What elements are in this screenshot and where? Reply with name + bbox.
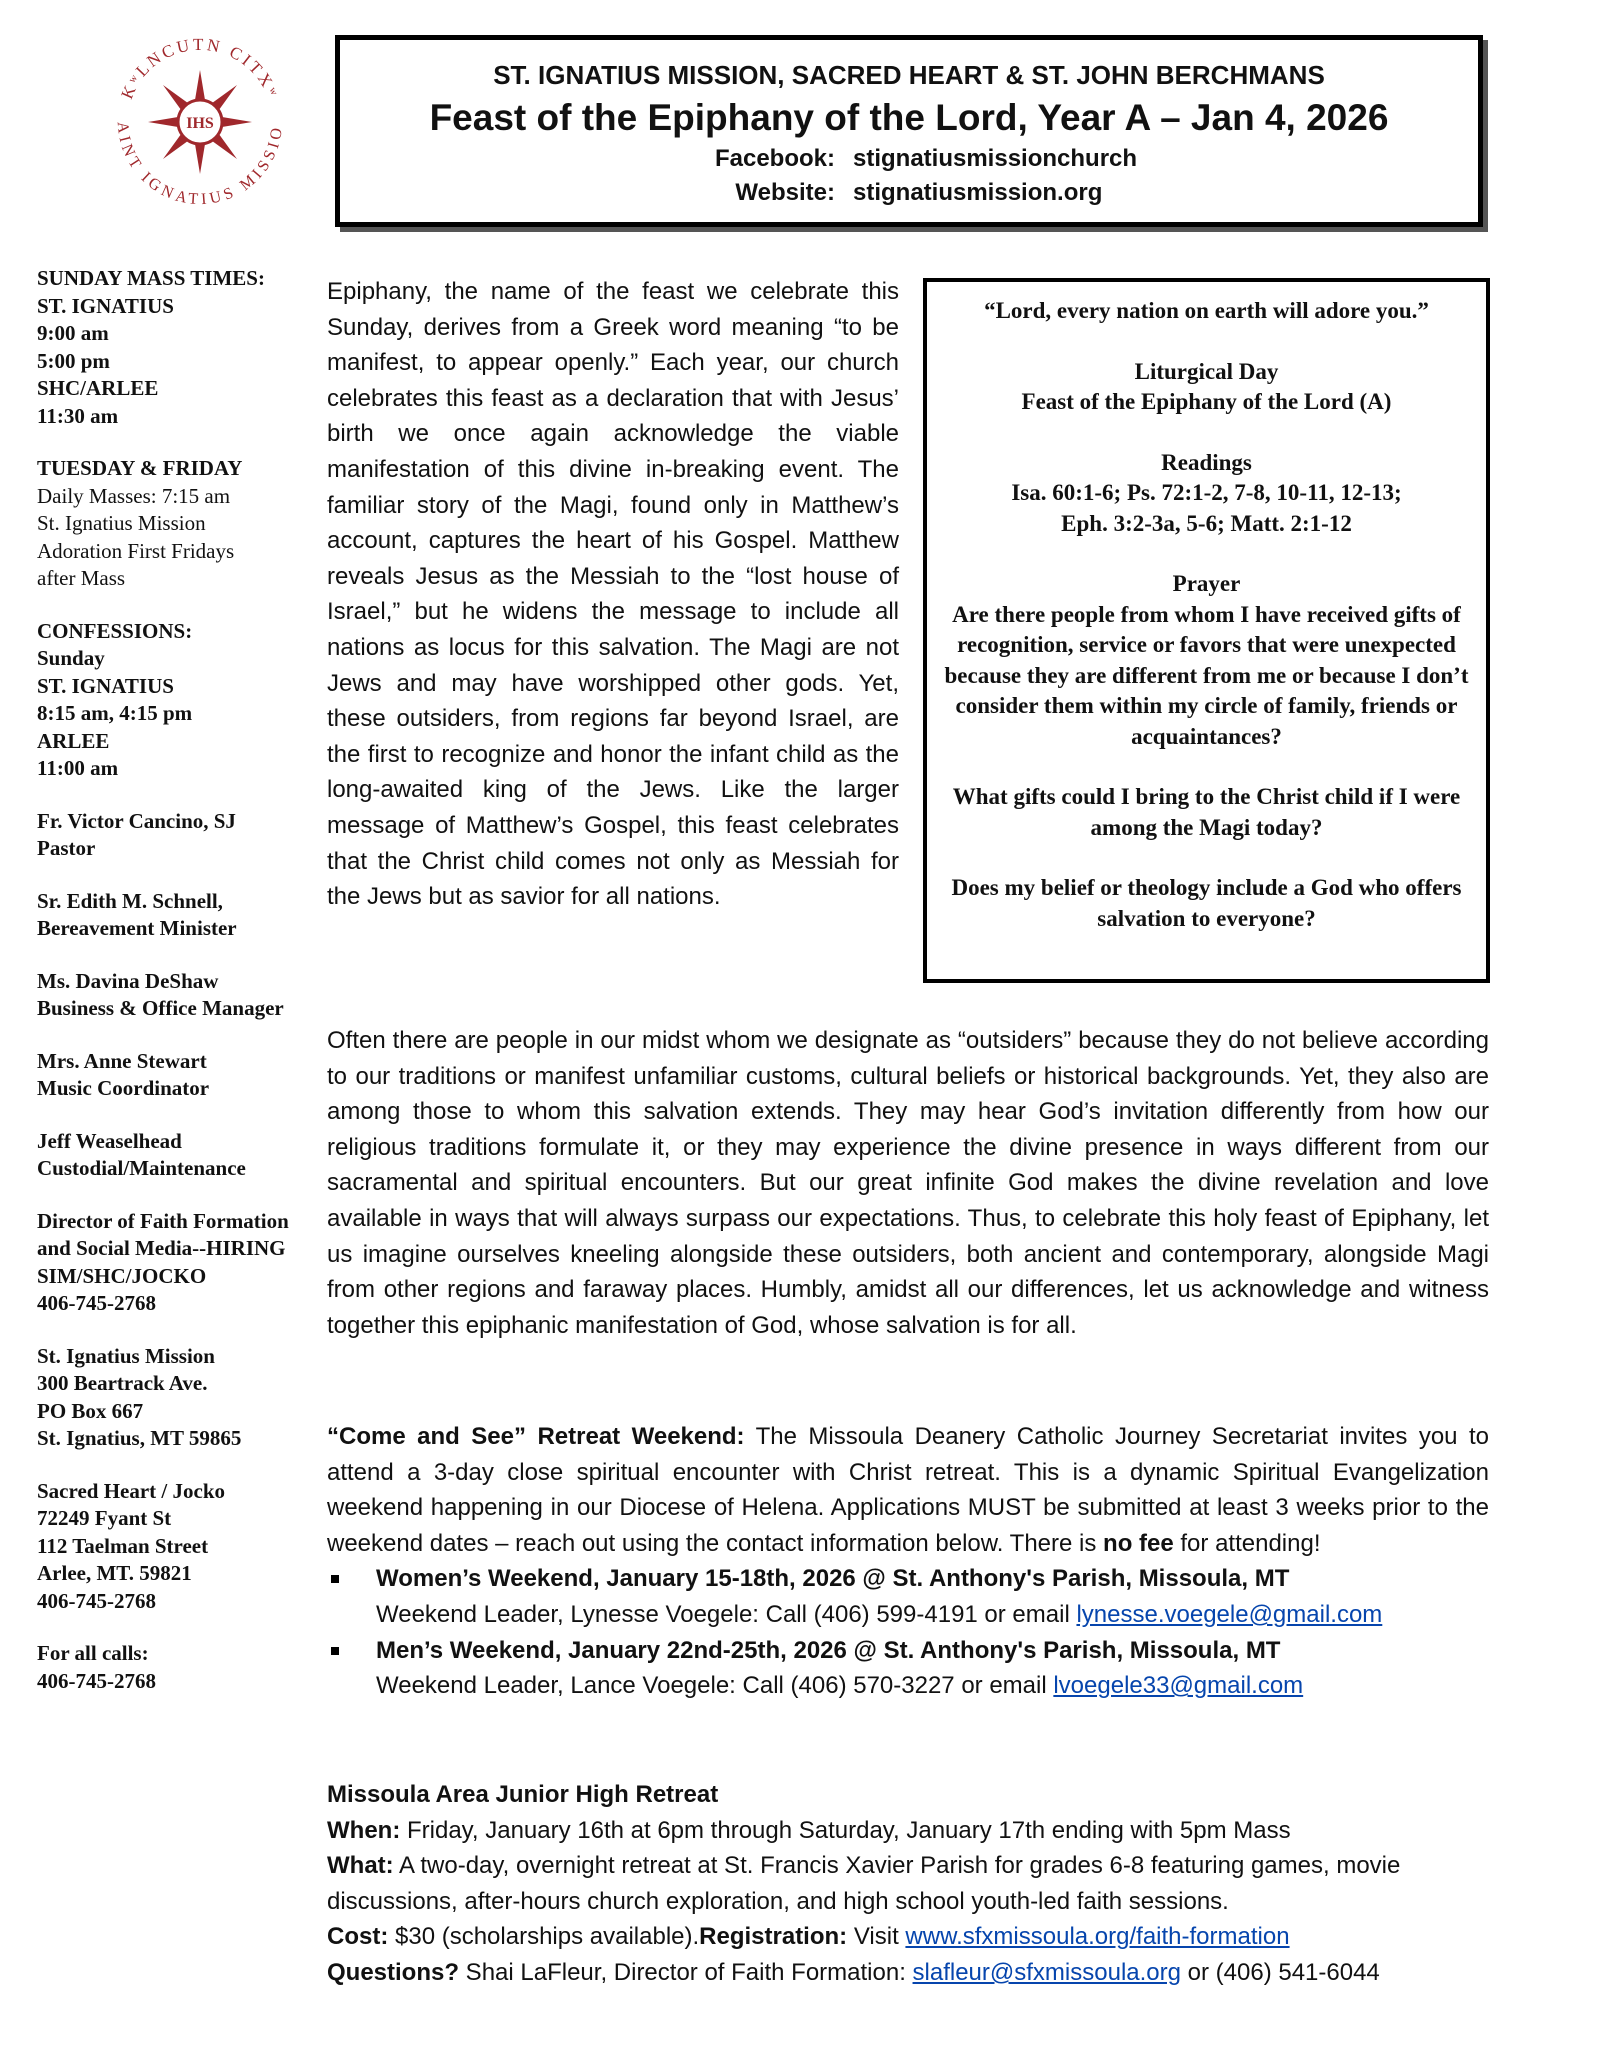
readings-line: Eph. 3:2-3a, 5-6; Matt. 2:1-12 (1061, 510, 1352, 536)
sim-name: St. Ignatius Mission (37, 1343, 215, 1368)
readings-line: Isa. 60:1-6; Ps. 72:1-2, 7-8, 10-11, 12-13; (1011, 480, 1402, 505)
calls-block (37, 1640, 307, 1695)
weekday-title: TUESDAY & FRIDAY (37, 456, 243, 480)
when-value: Friday, January 16th at 6pm through Saturday, January 17th ending with 5pm Mass (400, 1816, 1291, 1844)
questions-label: Questions? (327, 1958, 460, 1986)
staff-role: Bereavement Minister (37, 916, 237, 940)
staff-name: Jeff Weaselhead (37, 1128, 182, 1153)
director-title: Director of Faith Formation and Social Media--HIRING (37, 1208, 289, 1260)
junior-questions-row (327, 1955, 1489, 1991)
feast-title: Feast of the Epiphany of the Lord, Year A – Jan 4, 2026 (429, 97, 1389, 138)
shc-name: Sacred Heart / Jocko (37, 1478, 225, 1503)
junior-high-retreat (327, 1777, 1489, 1991)
retreat-tail: for attending! (1173, 1529, 1321, 1557)
womens-leader-email-link[interactable]: lynesse.voegele@gmail.com (1076, 1600, 1383, 1628)
mission-seal-logo (100, 22, 300, 222)
weekday-line: Adoration First Fridays (37, 538, 235, 563)
what-label: What: (327, 1852, 394, 1880)
bullet-square-icon (331, 1575, 339, 1583)
mass-time-1: 9:00 am (37, 321, 109, 345)
weekday-line: after Mass (37, 566, 126, 590)
staff-entry (37, 888, 307, 943)
womens-weekend-item (327, 1561, 1489, 1632)
junior-what-row (327, 1848, 1489, 1919)
website-value: stignatiusmission.org (853, 179, 1103, 206)
registration-link[interactable]: www.sfxmissoula.org/faith-formation (905, 1923, 1290, 1951)
cost-label: Cost: (327, 1923, 389, 1951)
staff-role: Business & Office Manager (37, 996, 284, 1020)
mens-leader-email-link[interactable]: lvoegele33@gmail.com (1053, 1672, 1304, 1700)
confessions-title: CONFESSIONS: (37, 618, 193, 643)
prayer-question-2: What gifts could I bring to the Christ child if I were among the Magi today? (952, 784, 1461, 840)
come-and-see-retreat (327, 1419, 1489, 1704)
staff-entry (37, 1128, 307, 1183)
bullet-square-icon (331, 1647, 339, 1655)
confessions-time-1: 8:15 am, 4:15 pm (37, 701, 193, 725)
questions-tail: or (406) 541-6044 (1180, 1958, 1380, 1986)
confessions-location-2: ARLEE (37, 728, 110, 753)
mass-time-2: 5:00 pm (37, 348, 110, 373)
retreat-body: The Missoula Deanery Catholic Journey Secretariat invites you to attend a 3-day close spiritual encounter with Christ retreat. This is a dynamic Spiritual Evangelization weekend happening in our Diocese of Helena. Applications MUST be submitted at least 3 weeks prior to the weekend dates – reach out using the contact information below. There is (327, 1423, 1490, 1557)
staff-role: Custodial/Maintenance (37, 1156, 246, 1180)
readings-label: Readings (1161, 449, 1252, 475)
staff-role: Music Coordinator (37, 1076, 210, 1100)
liturgical-day-label: Liturgical Day (1134, 358, 1279, 384)
mens-weekend-title: Men’s Weekend, January 22nd-25th, 2026 @ St. Anthony's Parish, Missoula, MT (376, 1636, 1281, 1664)
shc-phone: 406-745-2768 (37, 1588, 156, 1613)
junior-cost-row (327, 1919, 1489, 1955)
prayer-question-1: Are there people from whom I have received gifts of recognition, service or favors that were unexpected because they are different from me or because I don’t consider them within my circle of family, friends or acquaintances? (944, 601, 1469, 749)
retreat-no-fee: no fee (1103, 1529, 1174, 1557)
junior-retreat-title: Missoula Area Junior High Retreat (327, 1781, 719, 1808)
liturgy-prayer-box (923, 278, 1490, 983)
website-label: Website: (735, 179, 835, 206)
mass-location-2: SHC/ARLEE (37, 376, 159, 400)
facebook-value: stignatiusmissionchurch (853, 145, 1138, 172)
bulletin-header (335, 35, 1483, 227)
mens-weekend-leader: Weekend Leader, Lance Voegele: Call (406) 570-3227 or email (376, 1672, 1054, 1700)
calls-label: For all calls: (37, 1641, 149, 1665)
weekday-line: St. Ignatius Mission (37, 511, 206, 535)
seal-graphic (100, 22, 300, 222)
womens-weekend-leader: Weekend Leader, Lynesse Voegele: Call (406) 599-4191 or email (376, 1600, 1077, 1628)
sim-address-line: St. Ignatius, MT 59865 (37, 1426, 242, 1450)
shc-address-line: 72249 Fyant St (37, 1506, 172, 1530)
staff-name: Mrs. Anne Stewart (37, 1048, 207, 1073)
what-value: A two-day, overnight retreat at St. Francis Xavier Parish for grades 6-8 featuring games, movie discussions, after-hours church exploration, and high school youth-led faith sessions. (327, 1852, 1401, 1915)
shc-address-block (37, 1478, 307, 1616)
confessions-day: Sunday (37, 646, 105, 670)
questions-value: Shai LaFleur, Director of Faith Formation: (459, 1958, 913, 1986)
shc-address-line: Arlee, MT. 59821 (37, 1561, 192, 1585)
staff-entry (37, 968, 307, 1023)
director-block (37, 1208, 307, 1318)
epiphany-intro-paragraph: Epiphany, the name of the feast we celebrate this Sunday, derives from a Greek word meaning “to be manifest, to appear openly.” Each year, our church celebrates this feast as a declaration that with Jesus’ birth we once again acknowledge the viable manifestation of this divine in-breaking event. The familiar story of the Magi, found only in Matthew’s account, captures the heart of his Gospel. Matthew reveals Jesus as the Messiah to the “lost house of Israel,” but he widens the message to include all nations as locus for this salvation. The Magi are not Jews and may have worshipped other gods. Yet, these outsiders, from regions far beyond Israel, are the first to recognize and honor the infant child as the long-awaited king of the Jews. Like the larger message of Matthew’s Gospel, this feast celebrates that the Christ child comes not only as Messiah for the Jews but as savior for all nations. (327, 278, 899, 911)
mass-location-1: ST. IGNATIUS (37, 293, 174, 318)
parish-name: ST. IGNATIUS MISSION, SACRED HEART & ST. JOHN BERCHMANS (493, 60, 1325, 90)
svg-text:SAINT IGNATIUS MISSION: AINT IGNATIUS MISSIO (113, 120, 287, 209)
staff-role: Pastor (37, 836, 96, 860)
website-row (340, 179, 1478, 207)
womens-weekend-title: Women’s Weekend, January 15-18th, 2026 @ St. Anthony's Parish, Missoula, MT (376, 1565, 1290, 1593)
facebook-row (340, 145, 1478, 173)
staff-entry (37, 1048, 307, 1103)
svg-text:IHS: IHS (186, 115, 214, 132)
confessions-time-2: 11:00 am (37, 756, 119, 780)
retreat-intro (327, 1419, 1489, 1561)
junior-when-row (327, 1813, 1489, 1849)
director-location: SIM/SHC/JOCKO (37, 1263, 207, 1288)
weekday-block (37, 455, 307, 593)
sim-address-line: PO Box 667 (37, 1398, 144, 1423)
cost-value: $30 (scholarships available). (388, 1923, 700, 1951)
shc-address-line: 112 Taelman Street (37, 1533, 209, 1558)
liturgy-quote: “Lord, every nation on earth will adore you.” (984, 298, 1429, 323)
sunday-mass-block (37, 265, 307, 430)
sidebar (37, 265, 307, 1720)
facebook-label: Facebook: (714, 145, 835, 172)
mass-title: SUNDAY MASS TIMES: (37, 266, 265, 290)
retreat-title: “Come and See” Retreat Weekend: (327, 1423, 745, 1450)
sim-address-block (37, 1343, 307, 1453)
liturgical-day-value: Feast of the Epiphany of the Lord (A) (1021, 389, 1392, 414)
questions-email-link[interactable]: slafleur@sfxmissoula.org (912, 1958, 1181, 1986)
registration-label: Registration: (699, 1923, 848, 1951)
staff-name: Sr. Edith M. Schnell, (37, 888, 223, 913)
prayer-label: Prayer (1172, 571, 1241, 596)
mass-time-3: 11:30 am (37, 403, 119, 428)
calls-phone: 406-745-2768 (37, 1668, 156, 1693)
when-label: When: (327, 1816, 401, 1844)
confessions-location-1: ST. IGNATIUS (37, 673, 174, 698)
prayer-question-3: Does my belief or theology include a God who offers salvation to everyone? (951, 875, 1462, 931)
staff-entry (37, 808, 307, 863)
staff-name: Ms. Davina DeShaw (37, 968, 219, 993)
mens-weekend-item (327, 1633, 1489, 1704)
outsiders-paragraph: Often there are people in our midst whom we designate as “outsiders” because they do not believe according to our traditions or manifest unfamiliar customs, cultural beliefs or historical backgrounds. Yet, they also are among those to whom this salvation extends. They may hear God’s invitation differently from how our religious traditions formulate it, or they may experience the divine presence in ways different from our sacramental and spiritual encounters. But our great infinite God makes the divine revelation and love available in ways that will always surpass our expectations. Thus, to celebrate this holy feast of Epiphany, let us imagine ourselves kneeling alongside these outsiders, both ancient and contemporary, alongside Magi from other regions and faraway places. Humbly, amidst all our differences, let us acknowledge and witness together this epiphanic manifestation of God, whose salvation is for all. (327, 1027, 1489, 1339)
weekday-line: Daily Masses: 7:15 am (37, 483, 231, 508)
director-phone: 406-745-2768 (37, 1291, 156, 1315)
sim-address-line: 300 Beartrack Ave. (37, 1371, 208, 1395)
staff-name: Fr. Victor Cancino, SJ (37, 808, 236, 833)
confessions-block (37, 618, 307, 783)
svg-text:KʷLNCUTN CITXʷ: KʷLNCUTN CITXʷ (117, 34, 283, 102)
registration-value: Visit (847, 1923, 906, 1951)
